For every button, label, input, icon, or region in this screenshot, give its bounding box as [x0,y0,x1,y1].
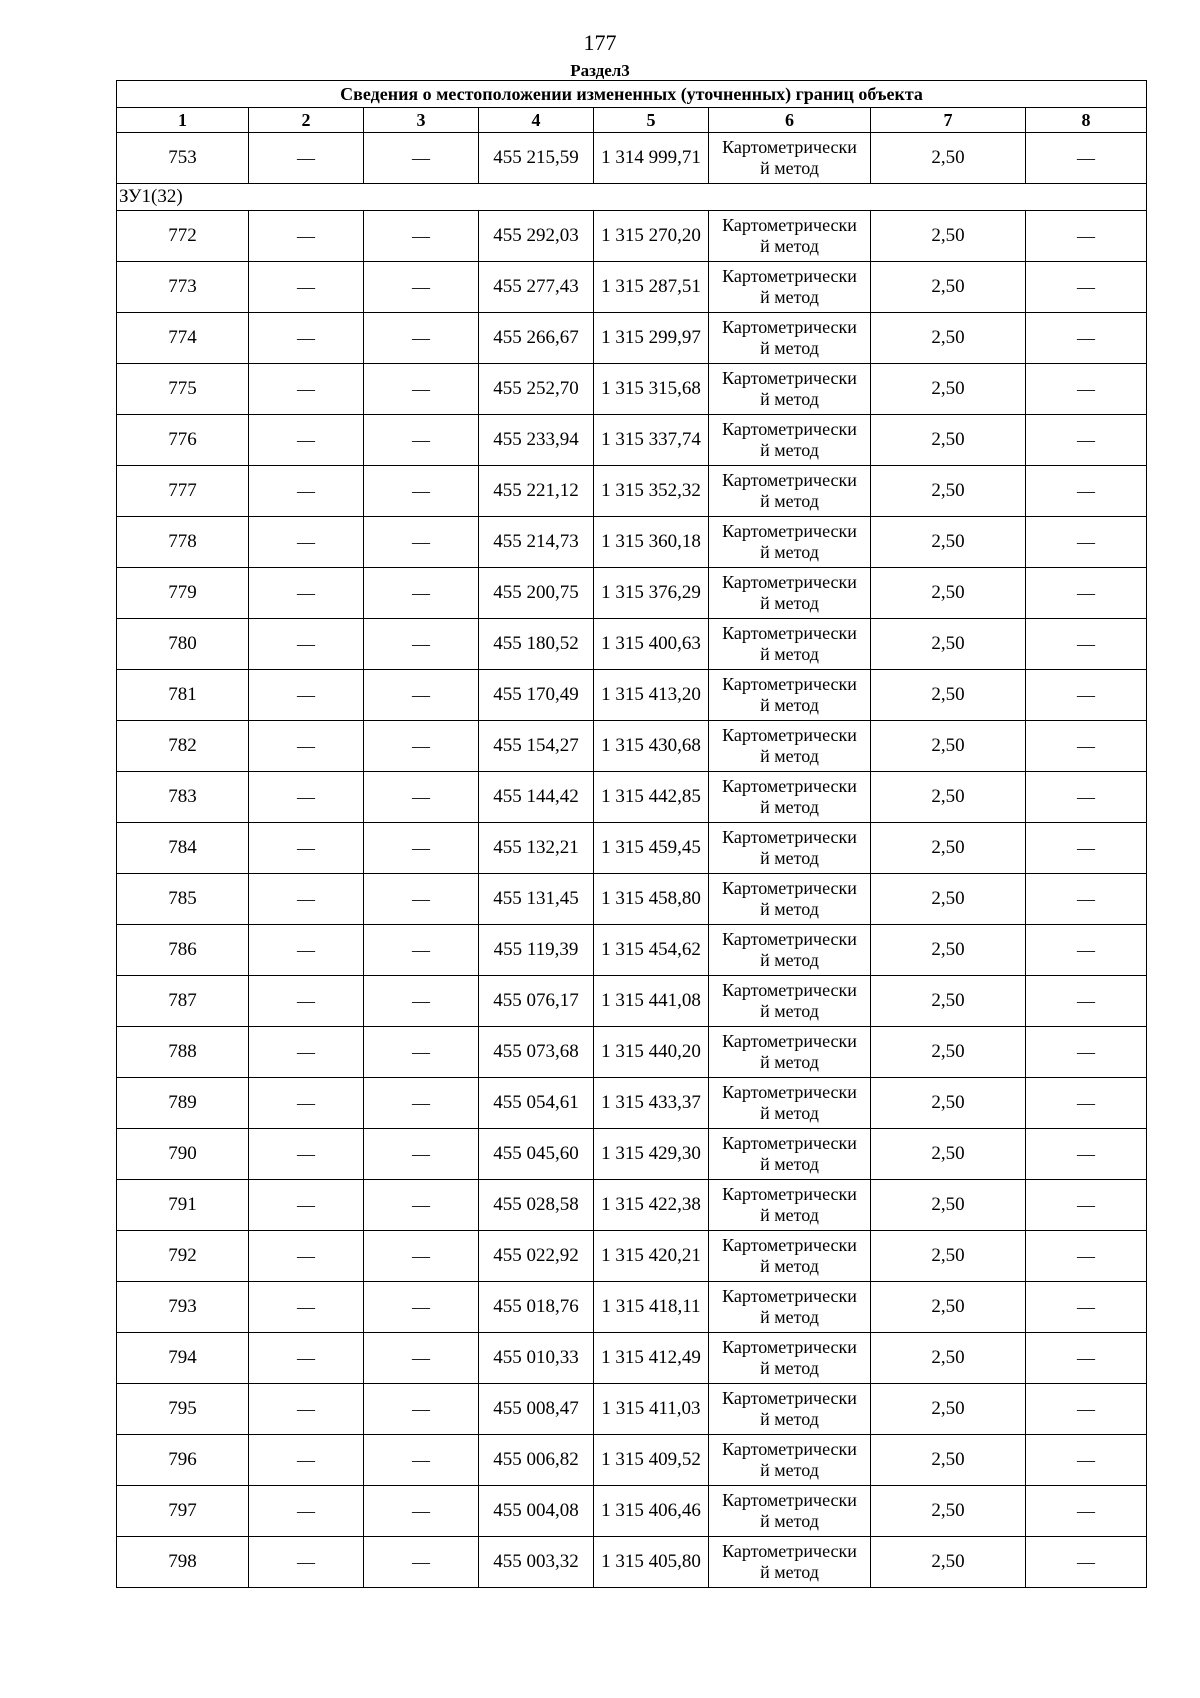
x-coordinate-cell: 455 292,03 [479,211,594,262]
precision-cell: 2,50 [871,133,1026,184]
precision-cell: 2,50 [871,466,1026,517]
col8-cell: — [1026,1078,1147,1129]
col2-cell: — [249,619,364,670]
method-cell: Картометрически й метод [709,1027,871,1078]
method-cell: Картометрически й метод [709,1486,871,1537]
x-coordinate-cell: 455 200,75 [479,568,594,619]
table-caption-row [117,81,1147,108]
col2-cell: — [249,1537,364,1588]
x-coordinate-cell: 455 170,49 [479,670,594,721]
col8-cell: — [1026,1027,1147,1078]
y-coordinate-cell: 1 315 337,74 [594,415,709,466]
col8-cell: — [1026,721,1147,772]
method-cell: Картометрически й метод [709,772,871,823]
point-number-cell: 791 [117,1180,249,1231]
point-number-cell: 774 [117,313,249,364]
col2-cell: — [249,568,364,619]
col2-cell: — [249,1384,364,1435]
col8-cell: — [1026,976,1147,1027]
table-row [117,1435,1147,1486]
y-coordinate-cell: 1 315 299,97 [594,313,709,364]
method-cell: Картометрически й метод [709,1537,871,1588]
x-coordinate-cell: 455 008,47 [479,1384,594,1435]
precision-cell: 2,50 [871,364,1026,415]
col3-cell: — [364,1129,479,1180]
x-coordinate-cell: 455 144,42 [479,772,594,823]
col2-cell: — [249,1231,364,1282]
col8-cell: — [1026,1537,1147,1588]
table-row [117,568,1147,619]
method-cell: Картометрически й метод [709,466,871,517]
col3-cell: — [364,721,479,772]
y-coordinate-cell: 1 315 413,20 [594,670,709,721]
x-coordinate-cell: 455 076,17 [479,976,594,1027]
col3-cell: — [364,133,479,184]
y-coordinate-cell: 1 315 412,49 [594,1333,709,1384]
col3-cell: — [364,262,479,313]
method-cell: Картометрически й метод [709,619,871,670]
col2-cell: — [249,211,364,262]
x-coordinate-cell: 455 045,60 [479,1129,594,1180]
method-cell: Картометрически й метод [709,721,871,772]
table-row [117,1129,1147,1180]
table-row [117,1027,1147,1078]
col8-cell: — [1026,823,1147,874]
precision-cell: 2,50 [871,619,1026,670]
col8-cell: — [1026,1180,1147,1231]
method-cell: Картометрически й метод [709,925,871,976]
col8-cell: — [1026,1333,1147,1384]
col8-cell: — [1026,133,1147,184]
method-cell: Картометрически й метод [709,211,871,262]
col8-cell: — [1026,670,1147,721]
col3-cell: — [364,772,479,823]
precision-cell: 2,50 [871,1231,1026,1282]
point-number-cell: 787 [117,976,249,1027]
x-coordinate-cell: 455 073,68 [479,1027,594,1078]
table-row [117,823,1147,874]
col3-cell: — [364,619,479,670]
y-coordinate-cell: 1 315 458,80 [594,874,709,925]
point-number-cell: 781 [117,670,249,721]
col2-cell: — [249,1027,364,1078]
table-row [117,415,1147,466]
method-cell: Картометрически й метод [709,1333,871,1384]
precision-cell: 2,50 [871,211,1026,262]
method-cell: Картометрически й метод [709,364,871,415]
col3-cell: — [364,568,479,619]
col3-cell: — [364,1078,479,1129]
precision-cell: 2,50 [871,415,1026,466]
precision-cell: 2,50 [871,1486,1026,1537]
y-coordinate-cell: 1 315 405,80 [594,1537,709,1588]
precision-cell: 2,50 [871,1180,1026,1231]
table-row [117,313,1147,364]
x-coordinate-cell: 455 214,73 [479,517,594,568]
point-number-cell: 777 [117,466,249,517]
method-cell: Картометрически й метод [709,1129,871,1180]
col8-cell: — [1026,874,1147,925]
y-coordinate-cell: 1 315 376,29 [594,568,709,619]
precision-cell: 2,50 [871,925,1026,976]
col3-cell: — [364,1486,479,1537]
method-cell: Картометрически й метод [709,823,871,874]
point-number-cell: 772 [117,211,249,262]
col2-cell: — [249,925,364,976]
point-number-cell: 780 [117,619,249,670]
column-number: 2 [249,108,364,133]
col2-cell: — [249,1333,364,1384]
table-row [117,517,1147,568]
y-coordinate-cell: 1 315 433,37 [594,1078,709,1129]
column-number: 6 [709,108,871,133]
col3-cell: — [364,1435,479,1486]
point-number-cell: 778 [117,517,249,568]
x-coordinate-cell: 455 154,27 [479,721,594,772]
x-coordinate-cell: 455 215,59 [479,133,594,184]
col3-cell: — [364,211,479,262]
column-number: 5 [594,108,709,133]
method-cell: Картометрически й метод [709,313,871,364]
col2-cell: — [249,313,364,364]
page-number: 177 [583,30,617,55]
x-coordinate-cell: 455 233,94 [479,415,594,466]
point-number-cell: 798 [117,1537,249,1588]
x-coordinate-cell: 455 022,92 [479,1231,594,1282]
col3-cell: — [364,1384,479,1435]
y-coordinate-cell: 1 315 352,32 [594,466,709,517]
col8-cell: — [1026,1231,1147,1282]
col8-cell: — [1026,1384,1147,1435]
point-number-cell: 790 [117,1129,249,1180]
x-coordinate-cell: 455 180,52 [479,619,594,670]
table-row [117,133,1147,184]
table-row [117,925,1147,976]
point-number-cell: 796 [117,1435,249,1486]
point-number-cell: 797 [117,1486,249,1537]
col8-cell: — [1026,1129,1147,1180]
precision-cell: 2,50 [871,1027,1026,1078]
col2-cell: — [249,517,364,568]
y-coordinate-cell: 1 315 315,68 [594,364,709,415]
point-number-cell: 792 [117,1231,249,1282]
table-row [117,1384,1147,1435]
y-coordinate-cell: 1 315 430,68 [594,721,709,772]
y-coordinate-cell: 1 315 442,85 [594,772,709,823]
point-number-cell: 783 [117,772,249,823]
y-coordinate-cell: 1 315 440,20 [594,1027,709,1078]
y-coordinate-cell: 1 315 287,51 [594,262,709,313]
col3-cell: — [364,823,479,874]
group-label: ЗУ1(32) [117,184,1147,211]
precision-cell: 2,50 [871,721,1026,772]
x-coordinate-cell: 455 054,61 [479,1078,594,1129]
col2-cell: — [249,721,364,772]
y-coordinate-cell: 1 315 360,18 [594,517,709,568]
precision-cell: 2,50 [871,517,1026,568]
point-number-cell: 785 [117,874,249,925]
column-number: 8 [1026,108,1147,133]
col2-cell: — [249,1486,364,1537]
col8-cell: — [1026,772,1147,823]
col2-cell: — [249,1282,364,1333]
column-number: 7 [871,108,1026,133]
point-number-cell: 795 [117,1384,249,1435]
y-coordinate-cell: 1 315 270,20 [594,211,709,262]
col8-cell: — [1026,313,1147,364]
point-number-cell: 776 [117,415,249,466]
col3-cell: — [364,313,479,364]
point-number-cell: 775 [117,364,249,415]
y-coordinate-cell: 1 315 441,08 [594,976,709,1027]
method-cell: Картометрически й метод [709,568,871,619]
col2-cell: — [249,415,364,466]
col8-cell: — [1026,1486,1147,1537]
col8-cell: — [1026,925,1147,976]
method-cell: Картометрически й метод [709,670,871,721]
table-row [117,364,1147,415]
x-coordinate-cell: 455 003,32 [479,1537,594,1588]
table-row [117,1333,1147,1384]
table-row [117,772,1147,823]
table-row [117,619,1147,670]
col3-cell: — [364,415,479,466]
precision-cell: 2,50 [871,1282,1026,1333]
column-number-row [117,108,1147,133]
table-row [117,1537,1147,1588]
table-row [117,874,1147,925]
col8-cell: — [1026,211,1147,262]
col3-cell: — [364,466,479,517]
boundary-coordinates-table [116,80,1147,1588]
point-number-cell: 753 [117,133,249,184]
point-number-cell: 782 [117,721,249,772]
y-coordinate-cell: 1 315 418,11 [594,1282,709,1333]
column-number: 3 [364,108,479,133]
table-row [117,1078,1147,1129]
method-cell: Картометрически й метод [709,1078,871,1129]
table-row [117,670,1147,721]
column-number: 1 [117,108,249,133]
col2-cell: — [249,976,364,1027]
point-number-cell: 773 [117,262,249,313]
precision-cell: 2,50 [871,262,1026,313]
method-cell: Картометрически й метод [709,415,871,466]
col3-cell: — [364,874,479,925]
col2-cell: — [249,133,364,184]
group-header-row [117,184,1147,211]
col2-cell: — [249,1435,364,1486]
section-title: Раздел3 [570,61,630,80]
precision-cell: 2,50 [871,976,1026,1027]
precision-cell: 2,50 [871,874,1026,925]
method-cell: Картометрически й метод [709,262,871,313]
table-row [117,1486,1147,1537]
col3-cell: — [364,1180,479,1231]
col2-cell: — [249,466,364,517]
col3-cell: — [364,1027,479,1078]
col2-cell: — [249,262,364,313]
x-coordinate-cell: 455 252,70 [479,364,594,415]
col8-cell: — [1026,466,1147,517]
method-cell: Картометрически й метод [709,976,871,1027]
col8-cell: — [1026,619,1147,670]
x-coordinate-cell: 455 010,33 [479,1333,594,1384]
y-coordinate-cell: 1 315 422,38 [594,1180,709,1231]
col8-cell: — [1026,1435,1147,1486]
col3-cell: — [364,670,479,721]
point-number-cell: 786 [117,925,249,976]
col2-cell: — [249,823,364,874]
y-coordinate-cell: 1 315 406,46 [594,1486,709,1537]
table-row [117,1282,1147,1333]
col2-cell: — [249,1078,364,1129]
col2-cell: — [249,874,364,925]
x-coordinate-cell: 455 132,21 [479,823,594,874]
point-number-cell: 788 [117,1027,249,1078]
method-cell: Картометрически й метод [709,1384,871,1435]
table-body [117,81,1147,1588]
precision-cell: 2,50 [871,1384,1026,1435]
method-cell: Картометрически й метод [709,133,871,184]
precision-cell: 2,50 [871,1537,1026,1588]
point-number-cell: 794 [117,1333,249,1384]
col8-cell: — [1026,568,1147,619]
method-cell: Картометрически й метод [709,517,871,568]
x-coordinate-cell: 455 221,12 [479,466,594,517]
table-row [117,466,1147,517]
col8-cell: — [1026,517,1147,568]
method-cell: Картометрически й метод [709,1231,871,1282]
col3-cell: — [364,1537,479,1588]
y-coordinate-cell: 1 315 429,30 [594,1129,709,1180]
precision-cell: 2,50 [871,772,1026,823]
method-cell: Картометрически й метод [709,1435,871,1486]
col2-cell: — [249,1180,364,1231]
x-coordinate-cell: 455 004,08 [479,1486,594,1537]
precision-cell: 2,50 [871,313,1026,364]
col3-cell: — [364,976,479,1027]
table-row [117,211,1147,262]
precision-cell: 2,50 [871,568,1026,619]
col8-cell: — [1026,415,1147,466]
col3-cell: — [364,364,479,415]
precision-cell: 2,50 [871,823,1026,874]
y-coordinate-cell: 1 315 420,21 [594,1231,709,1282]
x-coordinate-cell: 455 277,43 [479,262,594,313]
x-coordinate-cell: 455 266,67 [479,313,594,364]
method-cell: Картометрически й метод [709,1282,871,1333]
column-number: 4 [479,108,594,133]
y-coordinate-cell: 1 315 409,52 [594,1435,709,1486]
x-coordinate-cell: 455 119,39 [479,925,594,976]
y-coordinate-cell: 1 314 999,71 [594,133,709,184]
point-number-cell: 779 [117,568,249,619]
y-coordinate-cell: 1 315 454,62 [594,925,709,976]
col3-cell: — [364,1333,479,1384]
col8-cell: — [1026,262,1147,313]
precision-cell: 2,50 [871,670,1026,721]
x-coordinate-cell: 455 028,58 [479,1180,594,1231]
col3-cell: — [364,1231,479,1282]
x-coordinate-cell: 455 018,76 [479,1282,594,1333]
col2-cell: — [249,1129,364,1180]
table-row [117,262,1147,313]
col3-cell: — [364,925,479,976]
precision-cell: 2,50 [871,1078,1026,1129]
point-number-cell: 789 [117,1078,249,1129]
col2-cell: — [249,364,364,415]
col8-cell: — [1026,364,1147,415]
table-row [117,976,1147,1027]
col3-cell: — [364,1282,479,1333]
precision-cell: 2,50 [871,1333,1026,1384]
table-caption: Сведения о местоположении измененных (уточненных) границ объекта [117,81,1147,108]
point-number-cell: 793 [117,1282,249,1333]
col8-cell: — [1026,1282,1147,1333]
y-coordinate-cell: 1 315 411,03 [594,1384,709,1435]
table-row [117,1231,1147,1282]
col2-cell: — [249,670,364,721]
method-cell: Картометрически й метод [709,874,871,925]
col2-cell: — [249,772,364,823]
y-coordinate-cell: 1 315 400,63 [594,619,709,670]
precision-cell: 2,50 [871,1129,1026,1180]
table-row [117,721,1147,772]
x-coordinate-cell: 455 131,45 [479,874,594,925]
y-coordinate-cell: 1 315 459,45 [594,823,709,874]
method-cell: Картометрически й метод [709,1180,871,1231]
x-coordinate-cell: 455 006,82 [479,1435,594,1486]
col3-cell: — [364,517,479,568]
table-row [117,1180,1147,1231]
precision-cell: 2,50 [871,1435,1026,1486]
point-number-cell: 784 [117,823,249,874]
